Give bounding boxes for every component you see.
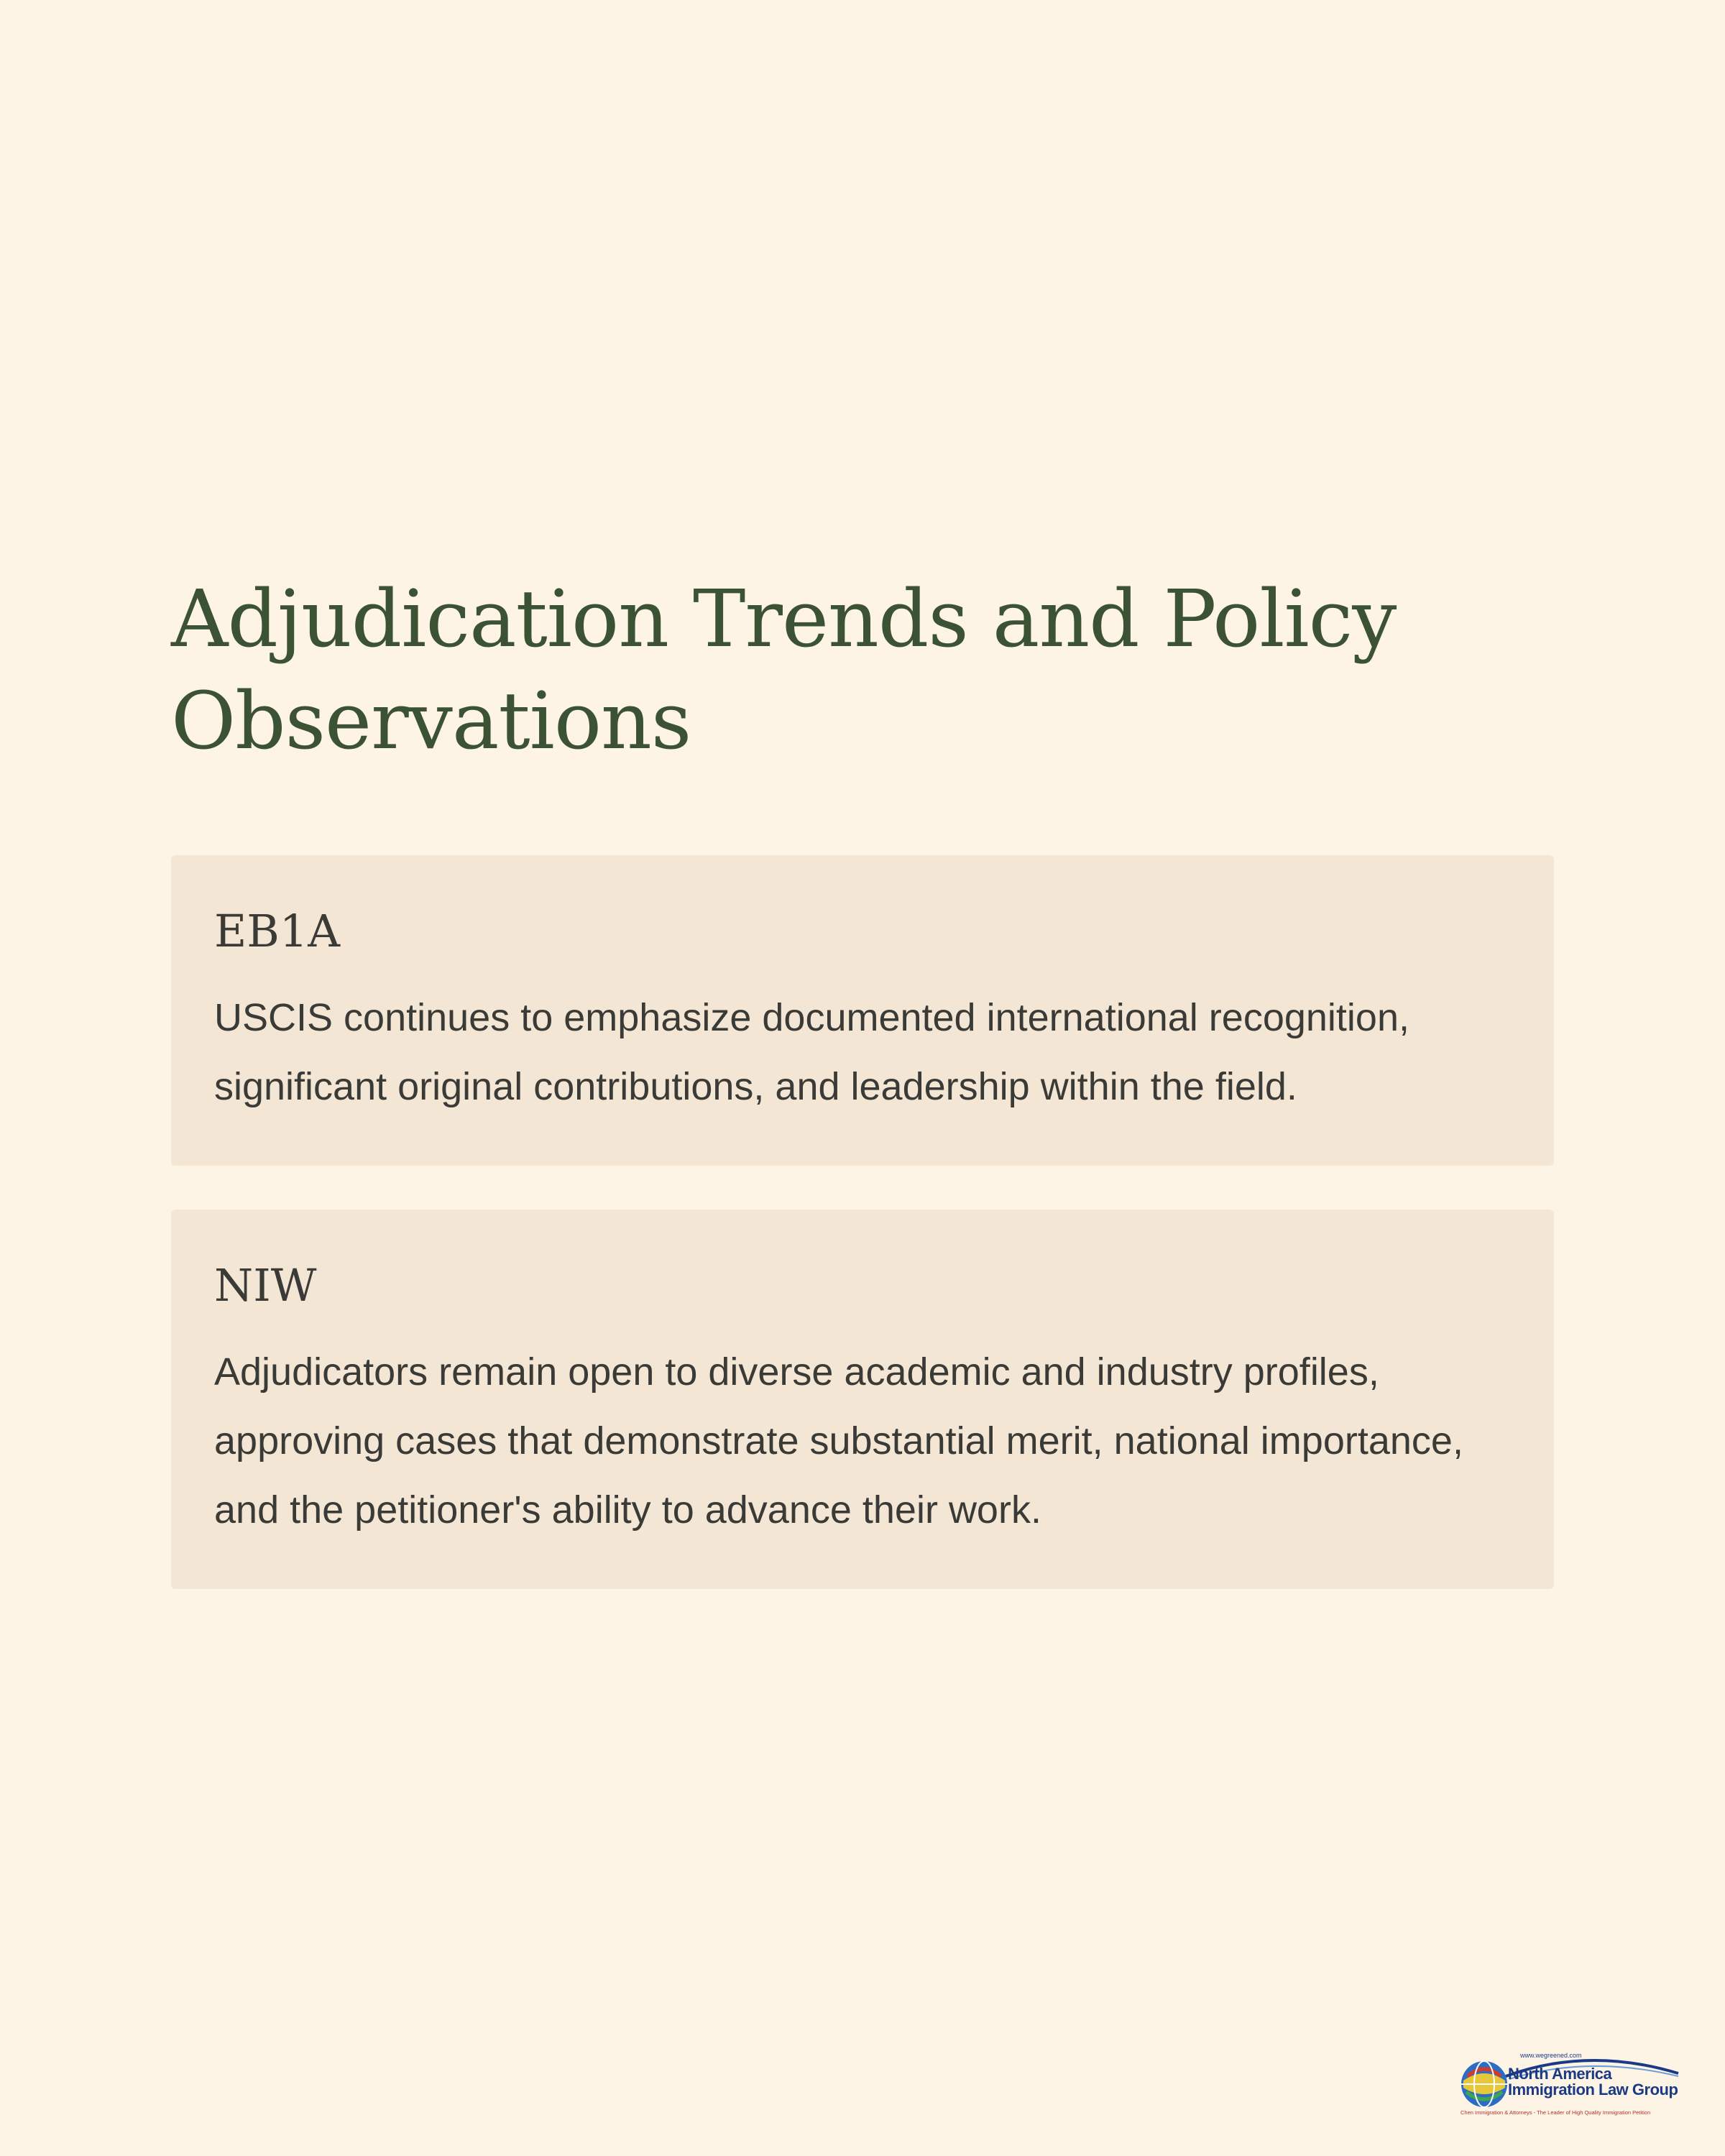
- card-heading: NIW: [214, 1259, 317, 1312]
- card-text: Adjudicators remain open to diverse academic and industry profiles, approving cases that demonstrate substantial merit, national importance, and the petitioner's ability to advance their work.: [214, 1350, 1463, 1531]
- logo-name-line1: North America: [1508, 2065, 1612, 2083]
- logo-url: www.wegreened.com: [1520, 2052, 1582, 2059]
- globe-icon: [1459, 2059, 1509, 2109]
- niw-card: [171, 1210, 1554, 1589]
- logo-name-line2: Immigration Law Group: [1508, 2081, 1678, 2099]
- logo-tagline: Chen Immigration & Attorneys - The Leader of High Quality Immigration Petition: [1460, 2109, 1651, 2116]
- eb1a-card: [171, 855, 1554, 1166]
- logo-name: [1508, 2066, 1678, 2098]
- page-title: Adjudication Trends and Policy Observations: [171, 573, 1397, 767]
- card-heading: EB1A: [214, 905, 341, 957]
- card-text: USCIS continues to emphasize documented international recognition, significant original contributions, and leadership within the field.: [214, 996, 1409, 1108]
- firm-logo: [1459, 2052, 1678, 2120]
